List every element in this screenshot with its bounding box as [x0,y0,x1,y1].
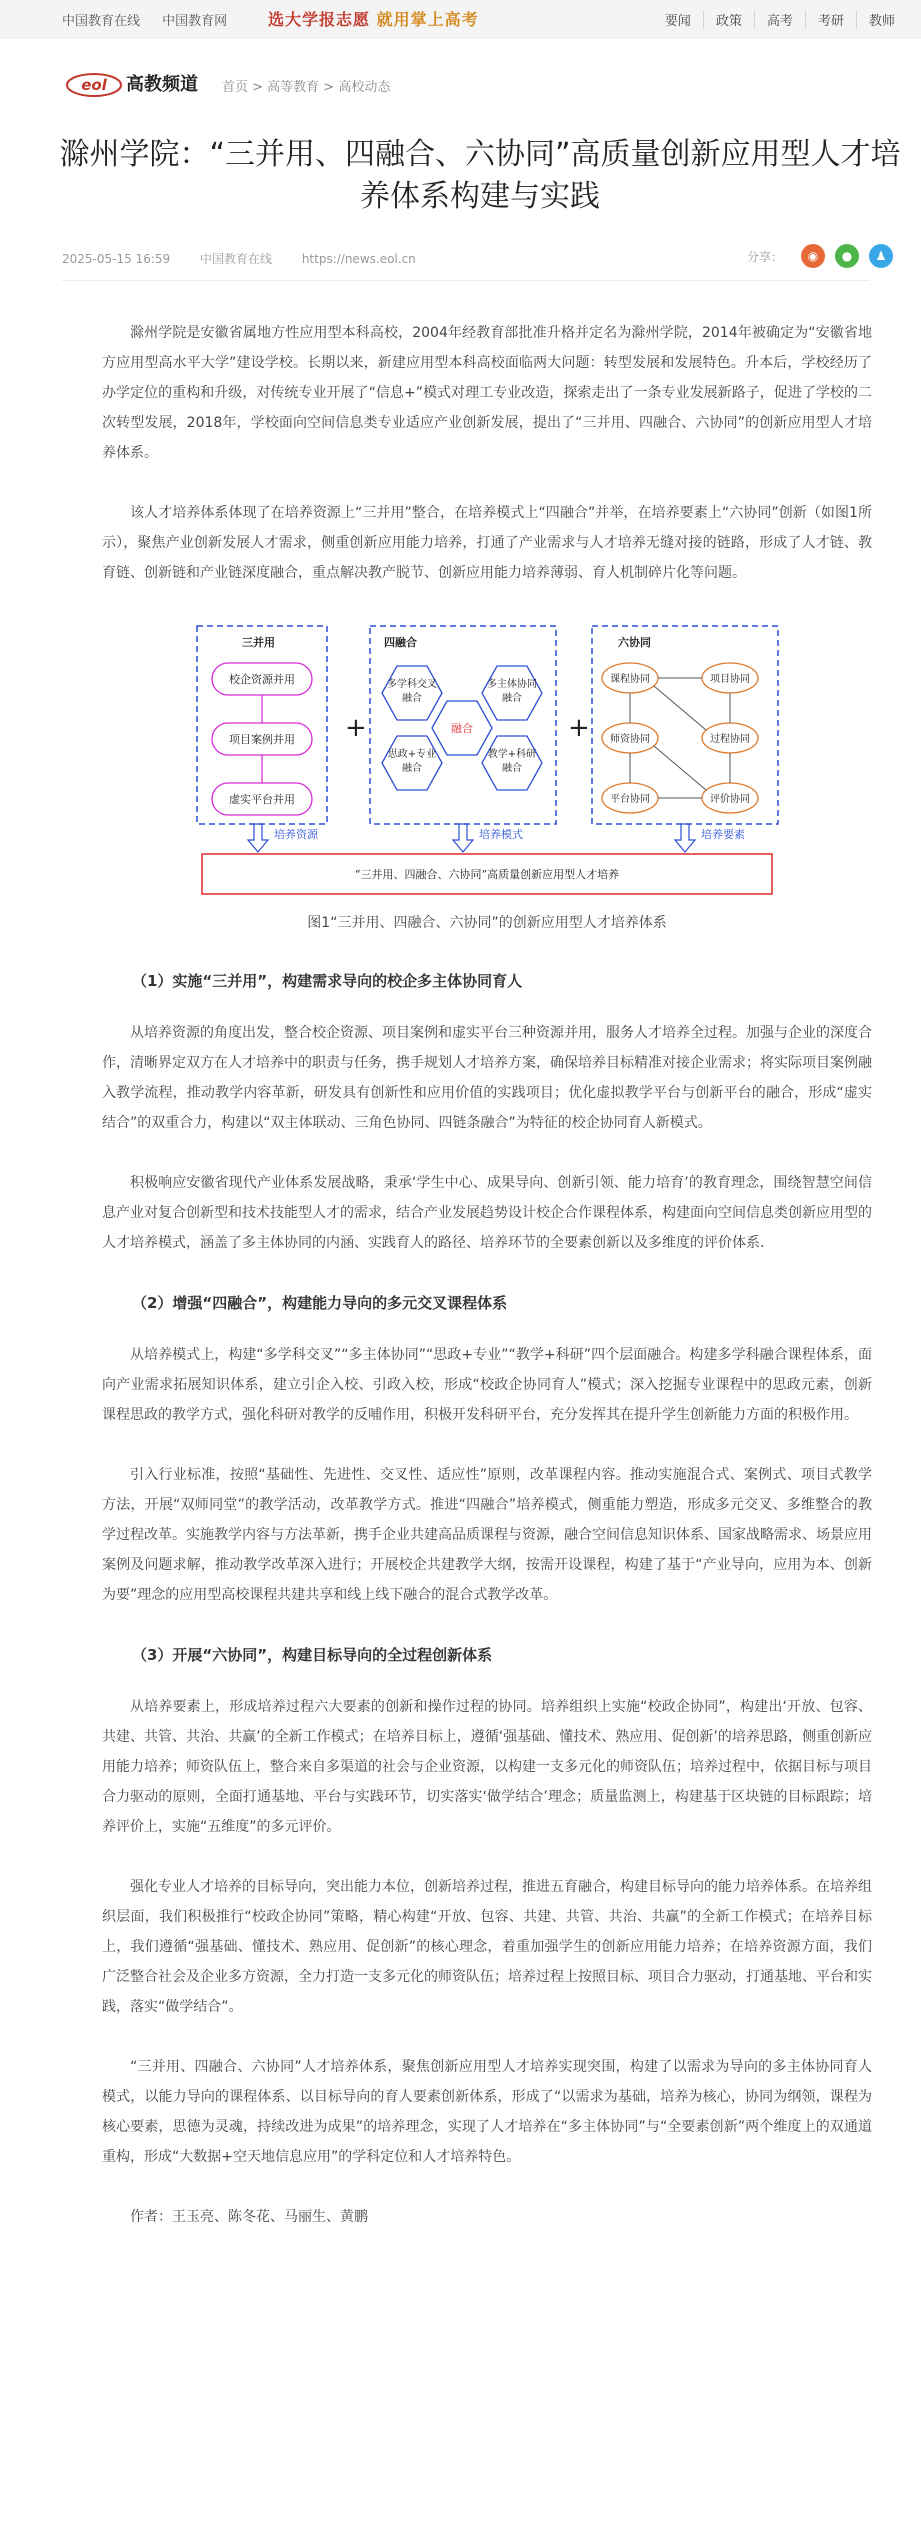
plus-2: + [568,713,590,743]
g1-item-2-label: 项目案例并用 [229,733,295,746]
g3-item-3-label: 师资协同 [610,734,650,745]
g1-item-1-label: 校企资源并用 [229,673,295,686]
g2-item-2-label: 多主体协同融合 [487,679,537,704]
g3-label: 培养要素 [701,828,745,841]
section-1-paragraph-2: 积极响应安徽省现代产业体系发展战略，秉承‘学生中心、成果导向、创新引领、能力培育’的教育理念，围绕智慧空间信息产业对复合创新型和技术技能型人才的需求，结合产业发展趋势设计校企合作课程体系，构建面向空间信息类创新应用型的人才培养模式，涵盖了多主体协同的内涵、实践育人的路径、培养环节的全要素创新以及多维度的评价体系. [102,1175,872,1251]
g3-title: 六协同 [618,636,651,649]
link-edu-cn[interactable]: 中国教育网 [162,14,228,29]
g3-item-6-label: 评价协同 [710,794,750,805]
arrow-3 [675,824,695,852]
qq-icon[interactable]: ♟ [869,244,893,268]
svg-text:eol: eol [81,76,107,94]
section-1-paragraph-1: 从培养资源的角度出发，整合校企资源、项目案例和虚实平台三种资源并用，服务人才培养全过程。加强与企业的深度合作，清晰界定双方在人才培养中的职责与任务，携手规划人才培养方案，确保培养目标精准对接企业需求；将实际项目案例融入教学流程，推动教学内容革新，研发具有创新性和应用价值的实践项目；优化虚拟教学平台与创新平台的融合，形成“虚实结合”的双重合力，构建以“双主体联动、三角色协同、四链条融合”为特征的校企协同育人新模式。 [102,1025,872,1131]
g2-center-label: 融合 [451,722,473,735]
figure-1 [102,618,872,898]
nav-teacher[interactable]: 教师 [856,10,907,29]
g1-title: 三并用 [242,636,275,649]
gaokao-slogan[interactable] [268,7,479,30]
g3-item-4-label: 过程协同 [710,734,750,745]
section-2-paragraph-2: 引入行业标准，按照“基础性、先进性、交叉性、适应性”原则，改革课程内容。推动实施混合式、案例式、项目式教学方法，开展“双师同堂”的教学活动，改革教学方式。推进“四融合”培养模式，侧重能力塑造，形成多元交叉、多维整合的教学过程改革。实施教学内容与方法革新，携手企业共建高品质课程与资源，融合空间信息知识体系、国家战略需求、场景应用案例及问题求解，推动教学改革深入进行；开展校企共建教学大纲，按需开设课程，构建了基于“产业导向，应用为本、创新为要”理念的应用型高校课程共建共享和线上线下融合的混合式教学改革。 [102,1467,872,1603]
article-author: 作者：王玉亮、陈冬花、马丽生、黄鹏 [130,2209,368,2225]
figure-caption: 图1“三并用、四融合、六协同”的创新应用型人才培养体系 [307,915,667,931]
nav-gaokao[interactable]: 高考 [754,10,805,29]
article-body [102,318,872,2232]
section-1-heading: （1）实施“三并用”，构建需求导向的校企多主体协同育人 [132,972,523,990]
section-3-paragraph-3: “三并用、四融合、六协同”人才培养体系，聚焦创新应用型人才培养实现突围，构建了以需求为导向的多主体协同育人模式，以能力导向的课程体系、以目标导向的育人要素创新体系，形成了“以需求为基础，培养为核心，协同为纲领，课程为核心要素，思德为灵魂，持续改进为成果”的培养理念，实现了人才培养在“多主体协同”与“全要素创新”两个维度上的双通道重构，形成“大数据+空天地信息应用”的学科定位和人才培养特色。 [102,2059,872,2165]
g2-label: 培养模式 [479,828,523,841]
section-3-paragraph-1: 从培养要素上，形成培养过程六大要素的创新和操作过程的协同。培养组织上实施“校政企协同”，构建出‘开放、包容、共建、共管、共治、共赢’的全新工作模式；在培养目标上，遵循‘强基础、懂技术、熟应用、促创新’的培养思路，侧重创新应用能力培养；师资队伍上，整合来自多渠道的社会与企业资源，以构建一支多元化的师资队伍；培养过程中，依据目标与项目合力驱动的原则，全面打通基地、平台与实践环节，切实落实‘做学结合’理念；质量监测上，构建基于区块链的目标跟踪；培养评价上，实施“五维度”的多元评价。 [102,1699,872,1835]
source-url[interactable]: https://news.eol.cn [301,252,416,266]
top-links [62,10,245,29]
section-3-paragraph-2: 强化专业人才培养的目标导向，突出能力本位，创新培养过程，推进五育融合，构建目标导向的能力培养体系。在培养组织层面，我们积极推行“校政企协同”策略，精心构建“开放、包容、共建、共管、共治、共赢”的全新工作模式；在培养目标上，我们遵循“强基础、懂技术、熟应用、促创新”的核心理念，着重加强学生的创新应用能力培养；在培养资源方面，我们广泛整合社会及企业多方资源，全力打造一支多元化的师资队伍；培养过程上按照目标、项目合力驱动，打通基地、平台和实践，落实“做学结合”。 [102,1879,872,2015]
channel-name[interactable]: 高教频道 [126,74,198,95]
slogan-part-b: 就用掌上高考 [376,10,479,29]
g2-item-4-label: 教学+科研融合 [487,749,537,774]
arrow-1 [248,824,268,852]
section-3-heading: （3）开展“六协同”，构建目标导向的全过程创新体系 [132,1646,493,1664]
weibo-icon[interactable]: ◉ [801,244,825,268]
publish-date: 2025-05-15 16:59 [62,252,171,266]
section-2-heading: （2）增强“四融合”，构建能力导向的多元交叉课程体系 [132,1294,508,1312]
share-bar [747,244,893,268]
nav-news[interactable]: 要闻 [664,14,691,29]
slogan-part-a: 选大学报志愿 [268,10,371,29]
plus-1: + [345,713,367,743]
g3-item-5-label: 平台协同 [610,794,650,805]
link-eol[interactable]: 中国教育在线 [62,14,141,29]
system-diagram [102,618,872,898]
g1-label: 培养资源 [274,828,318,841]
g2-item-1-label: 多学科交叉融合 [387,679,437,704]
intro-paragraph-2: 该人才培养体系体现了在培养资源上“三并用”整合，在培养模式上“四融合”并举，在培养要素上“六协同”创新（如图1所示），聚焦产业创新发展人才需求，侧重创新应用能力培养，打通了产业需求与人才培养无缝对接的链路，形成了人才链、教育链、创新链和产业链深度融合，重点解决教产脱节、创新应用能力培养薄弱、育人机制碎片化等问题。 [102,505,872,581]
breadcrumb[interactable]: 首页 > 高等教育 > 高校动态 [222,80,391,95]
eol-logo-icon[interactable] [66,70,122,98]
bottom-label: “三并用、四融合、六协同”高质量创新应用型人才培养 [354,868,620,881]
top-bar [0,0,921,38]
arrow-2 [453,824,473,852]
g1-item-3-label: 虚实平台并用 [229,793,295,806]
article-meta [62,250,442,267]
intro-paragraph-1: 滁州学院是安徽省属地方性应用型本科高校，2004年经教育部批准升格并定名为滁州学院，2014年被确定为“安徽省地方应用型高水平大学”建设学校。长期以来，新建应用型本科高校面临两大问题：转型发展和发展特色。升本后，学校经历了办学定位的重构和升级，对传统专业开展了“信息+”模式对理工专业改造，探索走出了一条专业发展新路子，促进了学校的二次转型发展，2018年，学校面向空间信息类专业适应产业创新发展，提出了“三并用、四融合、六协同”的创新应用型人才培养体系。 [102,325,872,461]
divider [62,280,870,281]
top-nav [653,10,907,29]
g3-item-2-label: 项目协同 [710,674,750,685]
article-source: 中国教育在线 [199,252,272,266]
article-title: 滁州学院：“三并用、四融合、六协同”高质量创新应用型人才培养体系构建与实践 [59,137,901,214]
g2-title: 四融合 [384,636,417,649]
g2-item-3-label: 思政+专业融合 [387,749,437,774]
nav-kaoyan[interactable]: 考研 [805,10,856,29]
section-2-paragraph-1: 从培养模式上，构建“多学科交叉”“多主体协同”“思政+专业”“教学+科研”四个层面融合。构建多学科融合课程体系，面向产业需求拓展知识体系，建立引企入校、引政入校，形成“校政企协同育人”模式；深入挖掘专业课程中的思政元素，创新课程思政的教学方式，强化科研对教学的反哺作用，积极开发科研平台，充分发挥其在提升学生创新能力方面的积极作用。 [102,1347,872,1423]
g3-item-1-label: 课程协同 [610,674,650,685]
share-label: 分享： [746,249,783,264]
wechat-icon[interactable]: ● [835,244,859,268]
nav-policy[interactable]: 政策 [703,10,754,29]
